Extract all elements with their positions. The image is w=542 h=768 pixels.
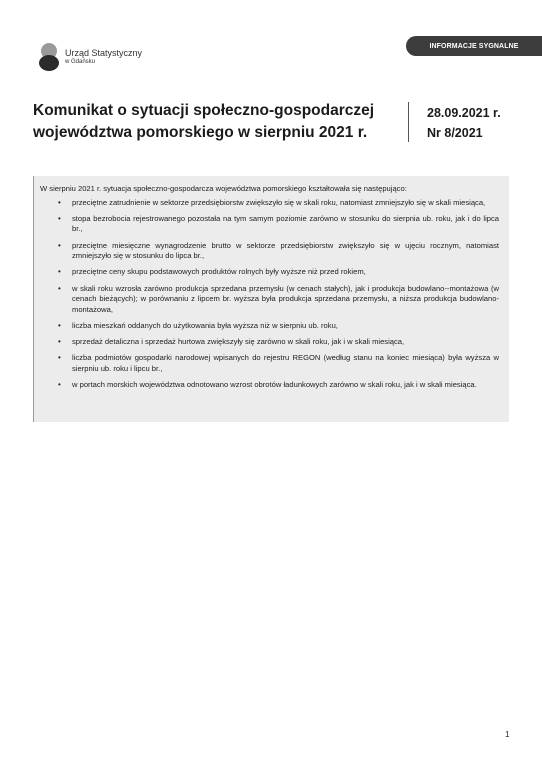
institution-logo xyxy=(39,43,142,71)
document-title-line2: województwa pomorskiego w sierpniu 2021 r. xyxy=(33,124,368,141)
institution-name xyxy=(65,49,142,65)
summary-bullet: • liczba mieszkań oddanych do użytkowania była wyższa niż w sierpniu ub. roku, xyxy=(40,321,499,332)
summary-intro: W sierpniu 2021 r. sytuacja społeczno-gospodarcza województwa pomorskiego kształtowała się następująco: xyxy=(40,184,407,193)
issue-number: Nr 8/2021 xyxy=(427,126,483,140)
summary-bullet: • w portach morskich województwa odnotowano wzrost obrotów ładunkowych zarówno w skali roku, jak i w skali miesiąca. xyxy=(40,380,499,391)
summary-bullet: • sprzedaż detaliczna i sprzedaż hurtowa zwiększyły się zarówno w skali roku, jak i w skali miesiąca, xyxy=(40,337,499,348)
institution-name-line1: Urząd Statystyczny xyxy=(65,48,143,59)
summary-bullet: • liczba podmiotów gospodarki narodowej wpisanych do rejestru REGON (według stanu na koniec miesiąca) była wyższa w sierpniu ub. roku i lipcu br., xyxy=(40,353,499,374)
title-divider xyxy=(408,102,409,142)
publication-date: 28.09.2021 r. xyxy=(427,106,501,120)
summary-bullet: • przeciętne zatrudnienie w sektorze przedsiębiorstw zwiększyło się w skali roku, natomiast zmniejszyło się w skali miesiąca, xyxy=(40,198,499,209)
document-meta xyxy=(427,103,501,143)
summary-bullet: • przeciętne miesięczne wynagrodzenie brutto w sektorze przedsiębiorstw zwiększyło się w ujęciu rocznym, natomiast zmniejszyło się w stosunku do lipca br., xyxy=(40,241,499,262)
logo-mark-icon xyxy=(39,43,59,71)
document-title xyxy=(33,100,393,144)
document-title-line1: Komunikat o sytuacji społeczno-gospodarczej xyxy=(33,102,375,119)
document-type-badge: INFORMACJE SYGNALNE xyxy=(406,36,542,56)
summary-bullet-list xyxy=(40,198,499,391)
page-number: 1 xyxy=(505,730,510,739)
summary-bullet: • przeciętne ceny skupu podstawowych produktów rolnych były wyższe niż przed rokiem, xyxy=(40,267,499,278)
summary-box xyxy=(33,176,509,422)
summary-bullet: • w skali roku wzrosła zarówno produkcja sprzedana przemysłu (w cenach stałych), jak i produkcja budowlano--montażowa (w cenach bieżących); w porównaniu z lipcem br. wyższa była produkcja sprzedana przemysłu, a niższa produkcja budowlano-montażowa, xyxy=(40,284,499,316)
institution-name-line2: w Gdańsku xyxy=(65,58,96,65)
summary-bullet: • stopa bezrobocia rejestrowanego pozostała na tym samym poziomie zarówno w stosunku do sierpnia ub. roku, jak i do lipca br., xyxy=(40,214,499,235)
